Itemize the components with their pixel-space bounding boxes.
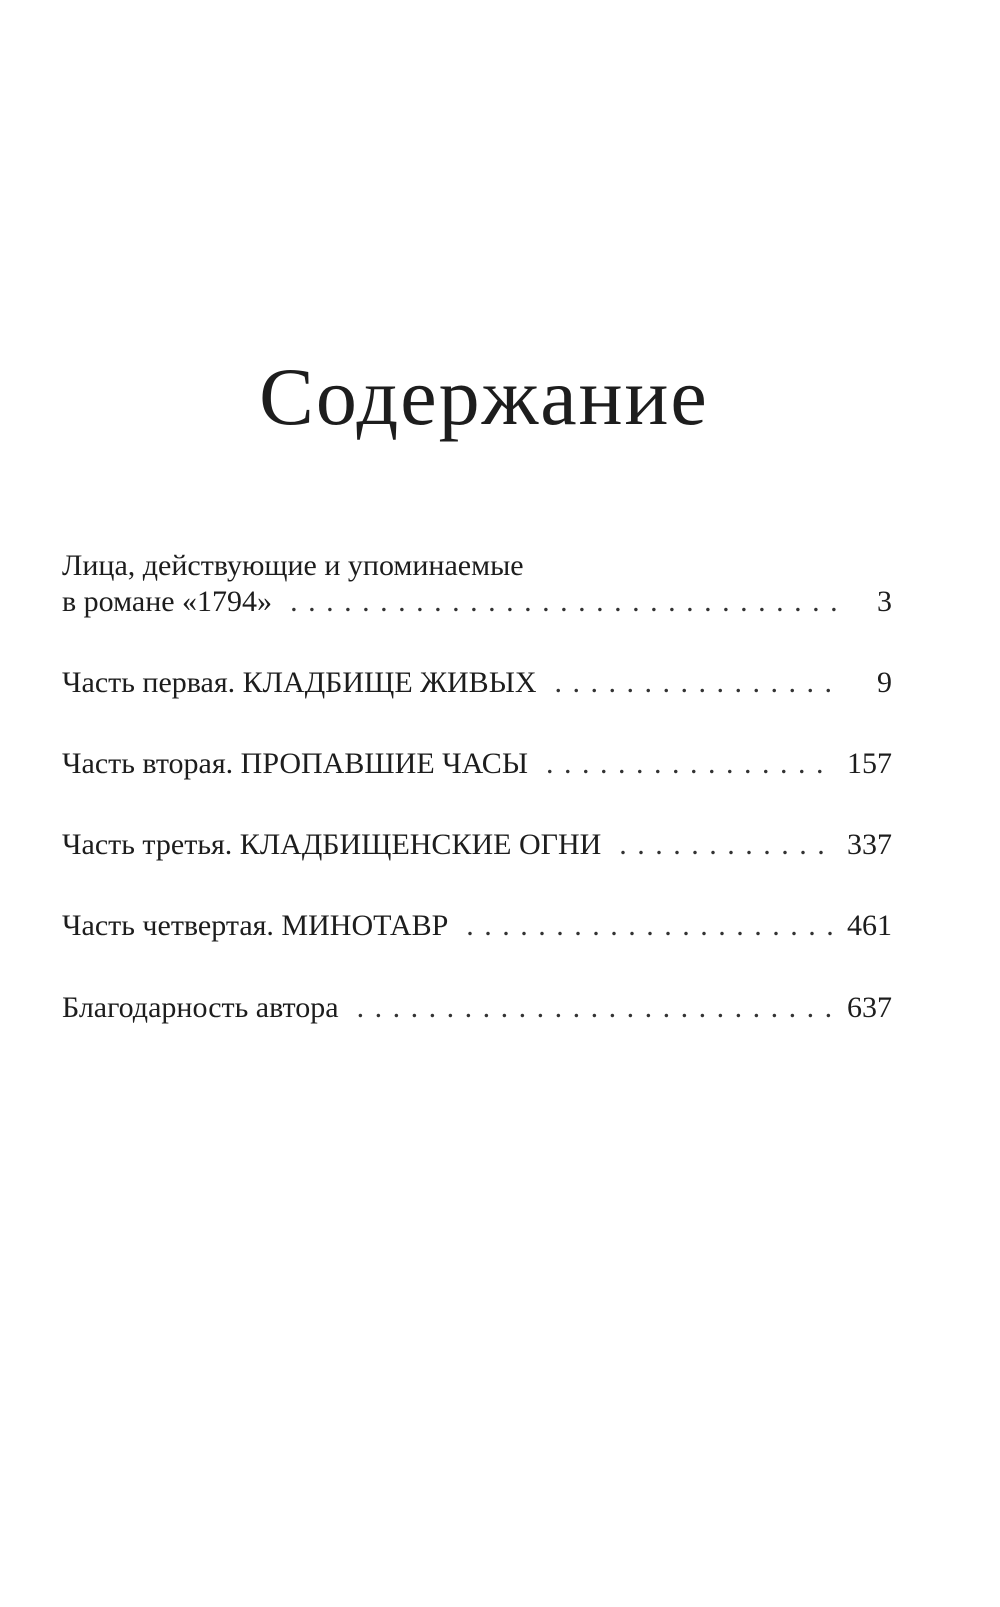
- toc-entry-title: Часть вторая. ПРОПАВШИЕ ЧАСЫ: [62, 747, 528, 780]
- toc-page-number: 637: [847, 991, 892, 1024]
- toc-entry-line: [62, 827, 892, 863]
- toc-entry-title: Часть первая. КЛАДБИЩЕ ЖИВЫХ: [62, 666, 537, 699]
- toc-entry-line: [62, 746, 892, 782]
- toc-entry-line: [62, 908, 892, 944]
- page-title: Содержание: [259, 351, 709, 442]
- dot-leader: [290, 584, 836, 620]
- toc-page-number: 461: [847, 909, 892, 942]
- toc-page-number: 157: [847, 747, 892, 780]
- toc-page-number: 3: [877, 585, 892, 618]
- toc-entry-title: в романе «1794»: [62, 585, 273, 618]
- toc-entry-title: Часть четвертая. МИНОТАВР: [62, 909, 449, 942]
- dot-leader: [546, 746, 833, 782]
- dot-leader: [555, 665, 836, 701]
- toc-entry-title: Часть третья. КЛАДБИЩЕНСКИЕ ОГНИ: [62, 828, 602, 861]
- toc-entry: [62, 665, 892, 701]
- dot-leader: [466, 908, 833, 944]
- toc-entry: [62, 827, 892, 863]
- toc-entry: [62, 908, 892, 944]
- toc-entry-line: [62, 584, 892, 620]
- toc-entry: [62, 746, 892, 782]
- toc-entry-line: [62, 665, 892, 701]
- toc-page-number: 9: [877, 666, 892, 699]
- toc-entry: [62, 990, 892, 1026]
- toc-entry-title-line1: Лица, действующие и упоминаемые: [62, 549, 524, 582]
- toc-page-number: 337: [847, 828, 892, 861]
- dot-leader: [357, 990, 833, 1026]
- toc-entry: [62, 548, 892, 620]
- toc-entry-title: Благодарность автора: [62, 991, 339, 1024]
- dot-leader: [619, 827, 833, 863]
- toc-entry-line: [62, 990, 892, 1026]
